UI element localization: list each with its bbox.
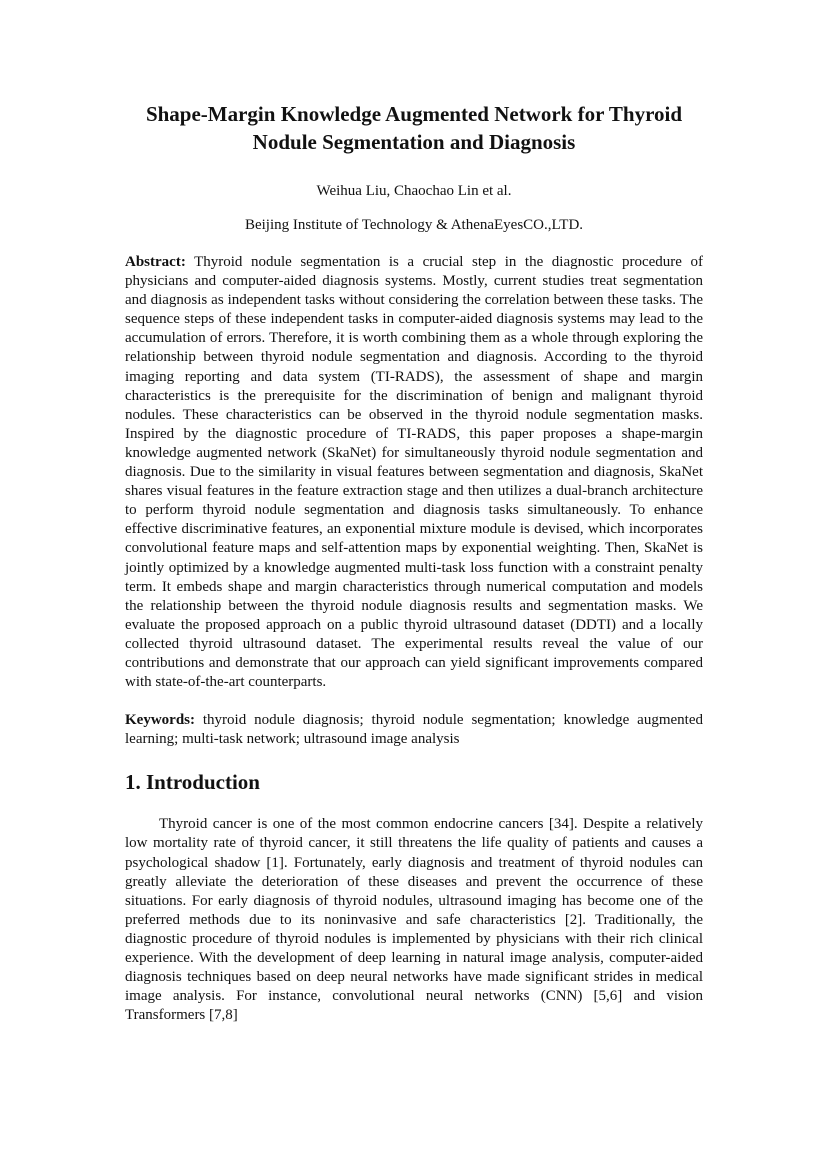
keywords bbox=[125, 711, 703, 749]
paper-title: Shape-Margin Knowledge Augmented Network for Thyroid Nodule Segmentation and Diagnosis bbox=[145, 102, 683, 154]
abstract-text: Thyroid nodule segmentation is a crucial step in the diagnostic procedure of physicians and computer-aided diagnosis systems. Mostly, current studies treat segmentation and diagnosis as independent tasks without considering the correlation between these tasks. The sequence steps of these independent tasks in computer-aided diagnosis systems may lead to the accumulation of errors. Therefore, it is worth combining them as a whole through exploring the relationship between thyroid nodule segmentation and diagnosis. According to the thyroid imaging reporting and data system (TI-RADS), the assessment of shape and margin characteristics is the prerequisite for the discrimination of benign and malignant thyroid nodules. These characteristics can be observed in the thyroid nodule segmentation masks. Inspired by the diagnostic procedure of TI-RADS, this paper proposes a shape-margin knowledge augmented network (SkaNet) for simultaneously thyroid nodule segmentation and diagnosis. Due to the similarity in visual features between segmentation and diagnosis, SkaNet shares visual features in the feature extraction stage and then utilizes a dual-branch architecture to perform thyroid nodule segmentation and diagnosis tasks simultaneously. To enhance effective discriminative features, an exponential mixture module is devised, which incorporates convolutional feature maps and self-attention maps by exponential weighting. Then, SkaNet is jointly optimized by a knowledge augmented multi-task loss function with a constraint penalty term. It embeds shape and margin characteristics through numerical computation and models the relationship between the thyroid nodule diagnosis results and segmentation masks. We evaluate the proposed approach on a public thyroid ultrasound dataset (DDTI) and a locally collected thyroid ultrasound dataset. The experimental results reveal the value of our contributions and demonstrate that our approach can yield significant improvements compared with state-of-the-art counterparts. bbox=[125, 254, 703, 691]
keywords-label: Keywords: bbox=[125, 712, 195, 729]
introduction-paragraph: Thyroid cancer is one of the most common endocrine cancers [34]. Despite a relatively low mortality rate of thyroid cancer, it still threatens the life quality of patients and causes a psychological shadow [1]. Fortunately, early diagnosis and treatment of thyroid nodules can greatly alleviate the deterioration of these diseases and prevent the occurrence of these situations. For early diagnosis of thyroid nodules, ultrasound imaging has become one of the preferred methods due to its noninvasive and safe characteristics [2]. Traditionally, the diagnostic procedure of thyroid nodules is implemented by physicians with their rich clinical experience. With the development of deep learning in natural image analysis, computer-aided diagnosis techniques based on deep neural networks have made significant strides in medical image analysis. For instance, convolutional neural networks (CNN) [5,6] and vision Transformers [7,8] bbox=[125, 816, 703, 1024]
abstract bbox=[125, 253, 703, 692]
abstract-label: Abstract: bbox=[125, 254, 186, 270]
keywords-text: thyroid nodule diagnosis; thyroid nodule segmentation; knowledge augmented learning; multi-task network; ultrasound image analysis bbox=[125, 712, 703, 748]
author-list: Weihua Liu, Chaochao Lin et al. bbox=[316, 183, 512, 199]
paper-page bbox=[125, 100, 703, 1025]
section-heading-introduction: 1. Introduction bbox=[125, 770, 260, 795]
affiliation: Beijing Institute of Technology & AthenaEyesCO.,LTD. bbox=[244, 217, 584, 233]
